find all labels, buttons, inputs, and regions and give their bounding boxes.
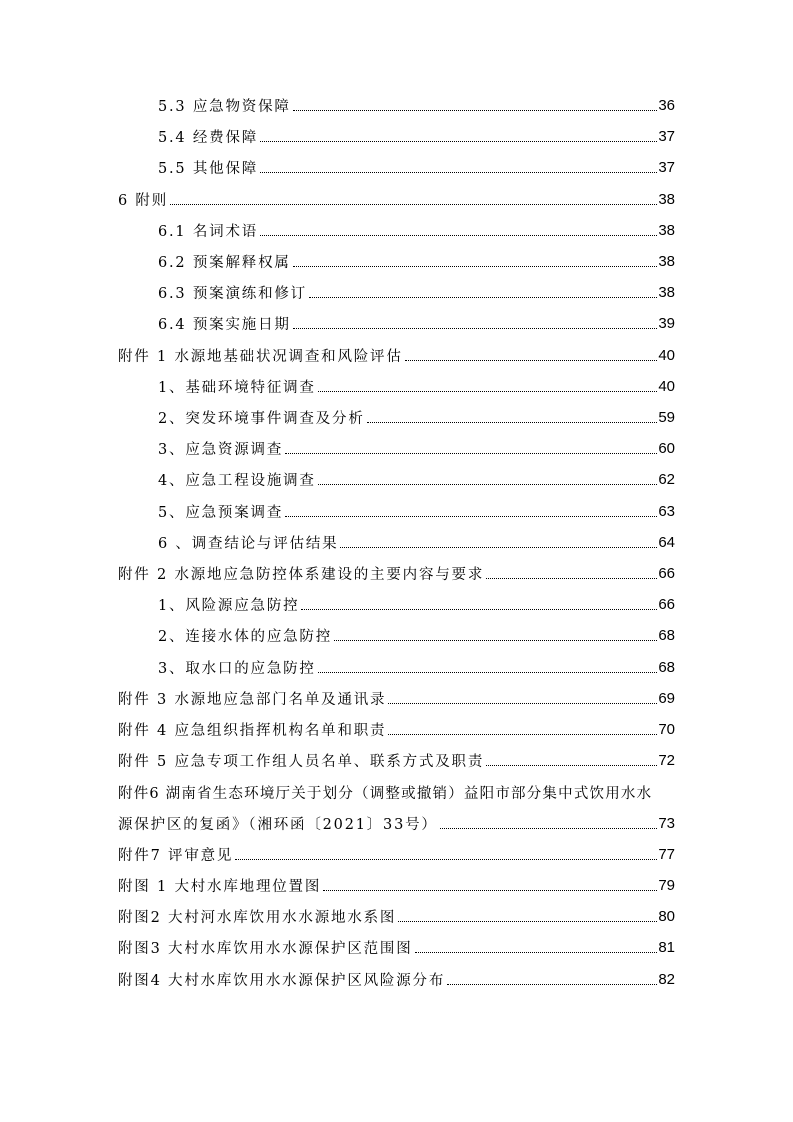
toc-entry-page: 64 — [658, 533, 675, 551]
dot-leader — [293, 110, 658, 111]
toc-entry-label: 附图2 大村河水库饮用水水源地水系图 — [118, 910, 397, 927]
toc-entry-label: 附件7 评审意见 — [118, 847, 234, 864]
dot-leader — [293, 328, 658, 329]
toc-entry-label: 5.5 其他保障 — [158, 161, 259, 178]
dot-leader — [285, 516, 657, 517]
dot-leader — [334, 640, 657, 641]
dot-leader — [388, 734, 657, 735]
toc-entry-label: 2、连接水体的应急防控 — [158, 629, 333, 646]
toc-entry[interactable] — [118, 184, 675, 215]
toc-entry-label: 3、应急资源调查 — [158, 442, 284, 459]
toc-entry-label: 6.2 预案解释权属 — [158, 255, 291, 271]
toc-entry[interactable] — [118, 870, 675, 901]
toc-entry-label: 附件 4 应急组织指挥机构名单和职责 — [118, 723, 387, 739]
toc-entry-label: 6.4 预案实施日期 — [158, 317, 291, 334]
toc-entry[interactable] — [118, 964, 675, 995]
toc-entry-page: 72 — [658, 752, 675, 770]
toc-entry-page: 59 — [658, 409, 675, 426]
dot-leader — [340, 547, 657, 548]
toc-entry[interactable] — [158, 152, 675, 183]
toc-entry-page: 39 — [658, 315, 675, 333]
toc-entry[interactable] — [158, 90, 675, 121]
toc-entry[interactable] — [118, 901, 675, 932]
toc-entry-label: 1、基础环境特征调查 — [158, 379, 316, 396]
toc-entry-page: 66 — [658, 596, 675, 614]
toc-entry-page: 63 — [658, 502, 675, 520]
dot-leader — [170, 204, 657, 205]
dot-leader — [398, 921, 657, 922]
toc-entry-page: 70 — [658, 721, 675, 738]
dot-leader — [367, 422, 658, 423]
toc-entry-label[interactable]: 附件6 湖南省生态环境厅关于划分（调整或撤销）益阳市部分集中式饮用水水 — [118, 786, 653, 803]
toc-entry-page: 68 — [658, 658, 675, 676]
toc-entry[interactable] — [158, 433, 675, 464]
toc-entry-label: 附件 3 水源地应急部门名单及通讯录 — [118, 691, 387, 708]
dot-leader — [440, 828, 658, 829]
toc-entry[interactable] — [158, 121, 675, 152]
dot-leader — [318, 484, 658, 485]
toc-entry-page: 81 — [658, 939, 675, 957]
toc-entry-label: 5、应急预案调查 — [158, 504, 284, 521]
toc-entry-page: 38 — [658, 221, 675, 239]
toc-entry[interactable] — [158, 277, 675, 308]
dot-leader — [405, 360, 658, 361]
toc-entry-page: 82 — [658, 970, 675, 988]
toc-entry[interactable] — [118, 558, 675, 589]
toc-entry[interactable] — [118, 714, 675, 745]
toc-entry[interactable] — [158, 402, 675, 433]
toc-entry[interactable] — [158, 527, 675, 558]
dot-leader — [486, 765, 657, 766]
dot-leader — [260, 141, 657, 142]
toc-entry-label: 附图3 大村水库饮用水水源保护区范围图 — [118, 941, 413, 958]
dot-leader — [235, 859, 657, 860]
toc-entry[interactable] — [118, 683, 675, 714]
toc-entry[interactable] — [158, 464, 675, 495]
dot-leader — [415, 952, 658, 953]
toc-entry[interactable] — [118, 340, 675, 371]
toc-entry-page: 80 — [658, 908, 675, 926]
toc-entry[interactable] — [158, 246, 675, 277]
toc-entry-label: 5.3 应急物资保障 — [158, 99, 291, 115]
toc-entry-page: 69 — [658, 689, 675, 707]
toc-entry[interactable] — [118, 839, 675, 870]
toc-entry[interactable] — [158, 215, 675, 246]
toc-entry-page: 73 — [658, 814, 675, 832]
toc-entry[interactable] — [158, 308, 675, 339]
toc-entry-page: 37 — [658, 128, 675, 146]
toc-entry-label: 附件 5 应急专项工作组人员名单、联系方式及职责 — [118, 754, 485, 771]
dot-leader — [318, 391, 658, 392]
dot-leader — [309, 297, 657, 298]
toc-entry-label: 6 、调查结论与评估结果 — [158, 535, 339, 552]
toc-entry[interactable] — [158, 589, 675, 620]
toc-entry-label: 附件 2 水源地应急防控体系建设的主要内容与要求 — [118, 567, 485, 583]
dot-leader — [447, 984, 657, 985]
toc-entry-label: 5.4 经费保障 — [158, 130, 259, 147]
dot-leader — [285, 453, 657, 454]
toc-entry-label: 6.3 预案演练和修订 — [158, 286, 307, 303]
toc-entry-page: 62 — [658, 471, 675, 489]
toc-entry-page: 38 — [658, 253, 675, 270]
dot-leader — [318, 672, 658, 673]
toc-entry-page: 66 — [658, 565, 675, 582]
toc-entry-page: 40 — [658, 346, 675, 364]
toc-entry-page: 37 — [658, 159, 675, 177]
toc-entry[interactable] — [158, 496, 675, 527]
toc-entry-page: 40 — [658, 377, 675, 395]
toc-entry[interactable] — [118, 932, 675, 963]
dot-leader — [301, 609, 657, 610]
dot-leader — [260, 172, 657, 173]
toc-entry[interactable] — [118, 808, 675, 839]
dot-leader — [260, 235, 657, 236]
toc-entry-label: 3、取水口的应急防控 — [158, 660, 316, 677]
toc-entry-page: 36 — [658, 97, 675, 114]
toc-entry-label: 1、风险源应急防控 — [158, 598, 300, 615]
toc-entry-page: 77 — [658, 845, 675, 863]
dot-leader — [293, 266, 658, 267]
toc-entry-label: 6.1 名词术语 — [158, 223, 259, 240]
dot-leader — [323, 890, 657, 891]
toc-entry-label: 附图 1 大村水库地理位置图 — [118, 879, 322, 895]
toc-entry-page: 38 — [658, 284, 675, 302]
toc-entry-label: 源保护区的复函》（湘环函〔2021〕33号） — [118, 816, 438, 833]
dot-leader — [388, 703, 657, 704]
toc-entry[interactable] — [118, 745, 675, 776]
toc-entry[interactable] — [158, 620, 675, 651]
toc-entry-page: 60 — [658, 440, 675, 458]
toc-entry-label: 2、突发环境事件调查及分析 — [158, 411, 365, 427]
toc-entry-page: 38 — [658, 190, 675, 208]
toc-entry-label: 4、应急工程设施调查 — [158, 473, 316, 490]
toc-entry[interactable] — [158, 652, 675, 683]
dot-leader — [486, 578, 657, 579]
toc-entry[interactable] — [158, 371, 675, 402]
toc-entry-label: 附图4 大村水库饮用水水源保护区风险源分布 — [118, 972, 446, 989]
toc-entry-page: 79 — [658, 877, 675, 894]
toc-entry-page: 68 — [658, 627, 675, 645]
toc-entry-label: 附件 1 水源地基础状况调查和风险评估 — [118, 348, 403, 365]
toc-entry-label: 6 附则 — [118, 192, 169, 209]
